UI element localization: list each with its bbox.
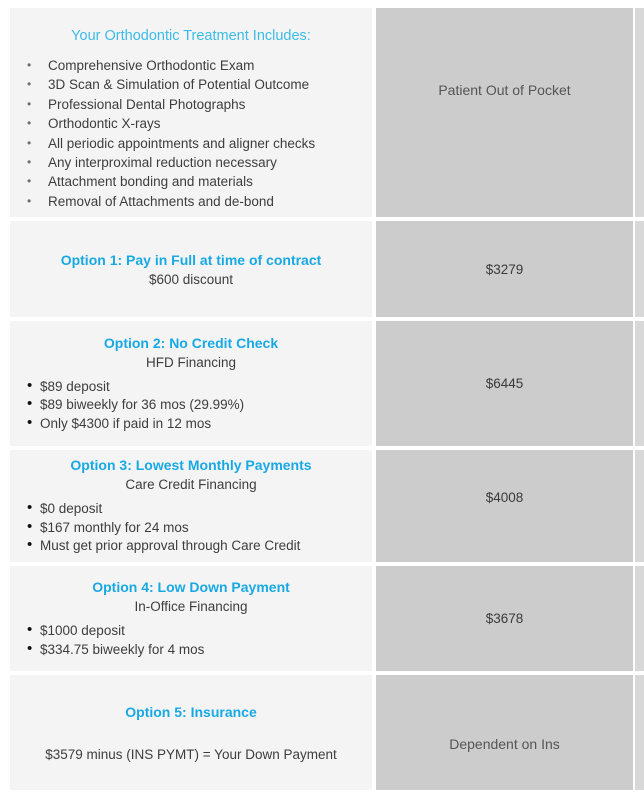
option-5-heading: Option 5: Insurance	[125, 704, 257, 720]
option-5-row	[10, 675, 644, 790]
bullet-item: • $89 biweekly for 36 mos (29.99%)	[40, 396, 372, 415]
includes-item: • Comprehensive Orthodontic Exam	[48, 56, 372, 75]
option-2-details	[10, 321, 372, 446]
header-row	[10, 8, 644, 217]
option-2-bullets	[10, 378, 372, 434]
table-edge-sliver	[635, 321, 644, 446]
includes-item: • Attachment bonding and materials	[48, 172, 372, 191]
option-4-row	[10, 566, 644, 671]
includes-item: • Removal of Attachments and de-bond	[48, 192, 372, 211]
includes-cell	[10, 8, 372, 217]
bullet-item: • $167 monthly for 24 mos	[40, 519, 372, 538]
table-edge-sliver	[635, 675, 644, 790]
option-4-subheading: In-Office Financing	[134, 599, 248, 614]
includes-title: Your Orthodontic Treatment Includes:	[71, 28, 311, 44]
treatment-options-table	[10, 8, 644, 790]
table-edge-sliver	[635, 450, 644, 562]
bullet-item: • $89 deposit	[40, 378, 372, 397]
option-5-details	[10, 675, 372, 790]
bullet-item: • $334.75 biweekly for 4 mos	[40, 641, 372, 660]
option-4-heading: Option 4: Low Down Payment	[92, 579, 290, 595]
table-edge-sliver	[635, 566, 644, 671]
includes-list	[10, 56, 372, 211]
option-2-row	[10, 321, 644, 446]
bullet-item: • Only $4300 if paid in 12 mos	[40, 415, 372, 434]
option-1-row	[10, 221, 644, 317]
includes-item: • Orthodontic X-rays	[48, 114, 372, 133]
option-1-price: $3279	[376, 221, 633, 317]
option-3-details	[10, 450, 372, 562]
includes-item: • 3D Scan & Simulation of Potential Outcome	[48, 75, 372, 94]
option-3-subheading: Care Credit Financing	[125, 477, 257, 493]
includes-item: • Professional Dental Photographs	[48, 95, 372, 114]
bullet-item: • $0 deposit	[40, 500, 372, 519]
option-2-price: $6445	[376, 321, 633, 446]
includes-item: • All periodic appointments and aligner checks	[48, 134, 372, 153]
option-2-heading: Option 2: No Credit Check	[103, 334, 279, 351]
includes-item: • Any interproximal reduction necessary	[48, 153, 372, 172]
bullet-item: • Must get prior approval through Care Credit	[40, 537, 372, 556]
option-4-price: $3678	[376, 566, 633, 671]
option-2-subheading: HFD Financing	[145, 354, 237, 370]
option-3-price: $4008	[376, 450, 633, 562]
option-5-price: Dependent on Ins	[376, 675, 633, 790]
option-1-subheading: $600 discount	[148, 271, 234, 287]
option-4-details	[10, 566, 372, 671]
option-3-bullets	[10, 500, 372, 556]
option-1-heading: Option 1: Pay in Full at time of contract	[60, 251, 322, 268]
option-3-row	[10, 450, 644, 562]
option-4-bullets	[10, 622, 372, 659]
option-5-formula: $3579 minus (INS PYMT) = Your Down Payment	[45, 747, 337, 762]
option-1-details	[10, 221, 372, 317]
out-of-pocket-header: Patient Out of Pocket	[376, 8, 633, 217]
table-edge-sliver	[635, 8, 644, 217]
option-3-heading: Option 3: Lowest Monthly Payments	[70, 457, 312, 474]
table-edge-sliver	[635, 221, 644, 317]
bullet-item: • $1000 deposit	[40, 622, 372, 641]
